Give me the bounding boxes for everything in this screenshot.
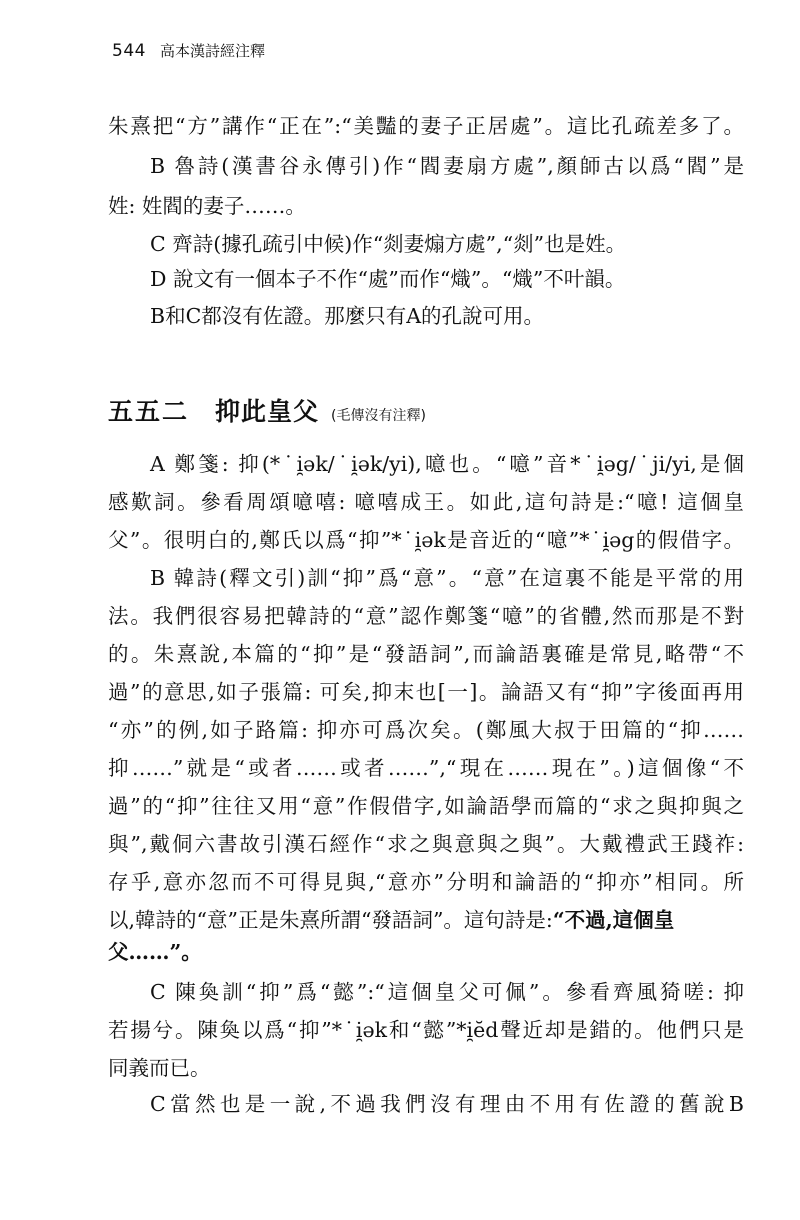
text-line: “亦”的例,如子路篇: 抑亦可爲次矣。(鄭風大叔于田篇的“抑…… bbox=[108, 718, 744, 742]
book-title: 高本漢詩經注釋 bbox=[159, 42, 265, 60]
text-line: D 說文有一個本子不作“處”而作“熾”。“熾”不叶韻。 bbox=[150, 267, 626, 291]
text-line: 過”的“抑”往往又用“意”作假借字,如論語學而篇的“求之與抑與之 bbox=[108, 794, 744, 818]
text-line bbox=[108, 934, 744, 970]
text-line: B和C都沒有佐證。那麼只有A的孔說可用。 bbox=[150, 304, 545, 328]
section-heading bbox=[108, 390, 426, 434]
text-line: C 陳奐訓“抑”爲“懿”:“這個皇父可佩”。參看齊風猗嗟: 抑 bbox=[150, 980, 744, 1004]
bold-phrase-end: 父……”。 bbox=[108, 940, 202, 964]
text-line: 朱熹把“方”講作“正在”:“美豔的妻子正居處”。這比孔疏差多了。 bbox=[108, 114, 744, 138]
text-line: 過”的意思,如子張篇: 可矣,抑末也[一]。論語又有“抑”字後面再用 bbox=[108, 680, 744, 704]
text-line: 父”。很明白的,鄭氏以爲“抑”*˙i̯ək是音近的“噫”*˙i̯əg的假借字。 bbox=[108, 528, 744, 552]
section-title: 抑此皇父 bbox=[215, 397, 320, 426]
text-line: 存乎,意亦忽而不可得見與,“意亦”分明和論語的“抑亦”相同。所 bbox=[108, 870, 744, 894]
section-number: 五五二 bbox=[108, 397, 190, 426]
text-line: 姓: 姓閻的妻子……。 bbox=[108, 194, 306, 218]
text-line: 法。我們很容易把韓詩的“意”認作鄭箋“噫”的省體,然而那是不對 bbox=[108, 604, 744, 628]
text-line: 若揚兮。陳奐以爲“抑”*˙i̯ək和“懿”*i̯ĕd聲近却是錯的。他們只是 bbox=[108, 1018, 744, 1042]
page-number: 544 bbox=[112, 41, 146, 61]
text-line: 的。朱熹說,本篇的“抑”是“發語詞”,而論語裏確是常見,略帶“不 bbox=[108, 642, 744, 666]
text-line: 感歎詞。參看周頌噫嘻: 噫嘻成王。如此,這句詩是:“噫! 這個皇 bbox=[108, 490, 744, 514]
text-line: 同義而已。 bbox=[108, 1056, 211, 1080]
text-line: B 韓詩(釋文引)訓“抑”爲“意”。“意”在這裏不能是平常的用 bbox=[150, 566, 744, 590]
text-line: A 鄭箋: 抑(*˙i̯ək/˙i̯ək/yi),噫也。“噫”音*˙i̯əg/˙ji/yi,是個 bbox=[150, 452, 744, 476]
text-line: B 魯詩(漢書谷永傳引)作“閻妻扇方處”,顏師古以爲“閻”是 bbox=[150, 154, 744, 178]
text-line bbox=[108, 902, 744, 938]
bold-phrase: “不過,這個皇 bbox=[552, 908, 675, 932]
text-line: 抑……”就是“或者……或者……”,“現在……現在”。)這個像“不 bbox=[108, 756, 744, 780]
running-head bbox=[112, 40, 265, 70]
section-note: (毛傳沒有注釋) bbox=[331, 408, 426, 424]
text-line: C 齊詩(據孔疏引中候)作“剡妻煽方處”,“剡”也是姓。 bbox=[150, 232, 627, 256]
text-line: C當然也是一說,不過我們沒有理由不用有佐證的舊說B bbox=[150, 1092, 744, 1116]
text-line-part: 以,韓詩的“意”正是朱熹所謂“發語詞”。這句詩是: bbox=[108, 908, 553, 932]
text-line: 與”,戴侗六書故引漢石經作“求之與意與之與”。大戴禮武王踐祚: bbox=[108, 832, 744, 856]
